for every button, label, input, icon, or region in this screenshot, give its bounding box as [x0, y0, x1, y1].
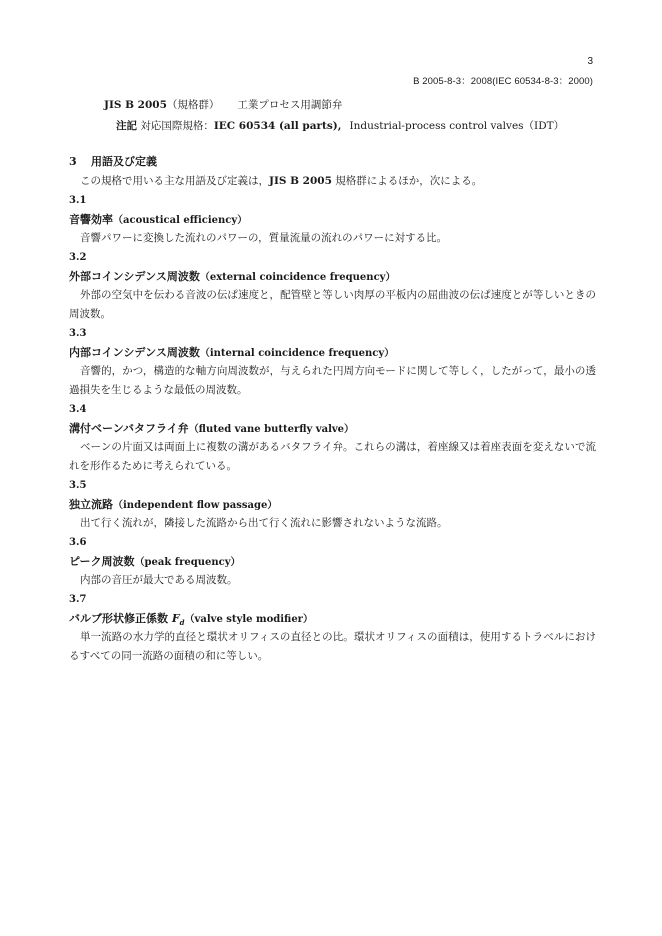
term-number: 3.1 — [69, 195, 87, 206]
term-title — [69, 210, 596, 229]
term-3-7 — [69, 590, 596, 666]
term-definition: 内部の音圧が最大である周波数。 — [80, 574, 238, 586]
term-title-ja: 内部コインシデンス周波数 — [69, 346, 200, 359]
term-definition: 外部の空気中を伝わる音波の伝ぱ速度と，配管壁と等しい肉厚の平板内の屈曲波の伝ぱ速度とが等しいときの周波数。 — [69, 289, 596, 320]
term-number: 3.3 — [69, 328, 87, 339]
referenced-standard-line — [104, 97, 342, 112]
term-definition: 単一流路の水力学的直径と環状オリフィスの直径との比。環状オリフィスの面積は，使用するトラベルにおけるすべての同一流路の面積の和に等しい。 — [69, 631, 596, 662]
term-definition: 音響的，かつ，構造的な軸方向周波数が，与えられた円周方向モードに関して等しく，したがって，最小の透過損失を生じるような最低の周波数。 — [69, 365, 596, 396]
term-title-en: （external coincidence frequency） — [199, 272, 396, 283]
term-3-1 — [69, 191, 596, 248]
term-title-ja: 溝付ベーンバタフライ弁 — [69, 422, 189, 435]
term-title-ja: 音響効率 — [69, 213, 113, 226]
term-number: 3.7 — [69, 594, 87, 605]
term-title — [69, 267, 596, 286]
term-title — [69, 495, 596, 514]
intro-standard-code: JIS B 2005 — [269, 175, 332, 187]
term-3-5 — [69, 476, 596, 533]
section-heading — [69, 152, 596, 172]
term-3-4 — [69, 400, 596, 476]
main-content — [69, 152, 596, 666]
note-prefix: 対応国際規格： — [140, 120, 214, 132]
symbol-subscript: d — [179, 618, 185, 628]
section-title: 用語及び定義 — [91, 155, 157, 168]
referenced-standard-title: 工業プロセス用調節弁 — [237, 99, 343, 111]
section-intro — [69, 172, 596, 191]
intro-text-pre: この規格で用いる主な用語及び定義は， — [80, 175, 269, 187]
term-title — [69, 552, 596, 571]
term-title-ja: 独立流路 — [69, 498, 113, 511]
note-description: Industrial-process control valves（IDT） — [349, 120, 565, 132]
symbol-main: F — [171, 612, 180, 625]
term-number: 3.4 — [69, 404, 87, 415]
referenced-standard-group: （規格群） — [166, 99, 220, 111]
term-definition: ベーンの片面又は両面上に複数の溝があるバタフライ弁。これらの溝は，着座線又は着座表面を変えないで流れを形作るために考えられている。 — [69, 441, 596, 472]
intro-text-post: 規格群によるほか，次による。 — [331, 175, 483, 187]
term-3-2 — [69, 248, 596, 324]
page-number: 3 — [587, 56, 593, 67]
term-title-en: （peak frequency） — [134, 557, 241, 568]
term-definition: 出て行く流れが，隣接した流路から出て行く流れに影響されないような流路。 — [80, 517, 448, 529]
document-id: B 2005-8-3：2008(IEC 60534-8-3：2000) — [413, 76, 593, 87]
term-definition: 音響パワーに変換した流れのパワーの，質量流量の流れのパワーに対する比。 — [80, 232, 448, 244]
note-standard: IEC 60534 (all parts), — [213, 120, 342, 132]
term-title-en: （internal coincidence frequency） — [199, 348, 395, 359]
section-number: 3 — [69, 155, 77, 168]
term-title-ja: バルブ形状修正係数 — [69, 612, 168, 625]
term-symbol — [171, 612, 185, 628]
term-title — [69, 609, 596, 628]
term-title-ja: 外部コインシデンス周波数 — [69, 270, 200, 283]
term-title — [69, 343, 596, 362]
term-title-en: （valve style modifier） — [184, 614, 313, 625]
term-number: 3.6 — [69, 537, 87, 548]
referenced-standard-code: JIS B 2005 — [104, 99, 167, 111]
term-title-en: （fluted vane butterfly valve） — [188, 424, 355, 435]
term-title-en: （independent flow passage） — [113, 500, 278, 511]
term-number: 3.2 — [69, 252, 87, 263]
term-title-en: （acoustical efficiency） — [113, 215, 248, 226]
corresponding-standard-note — [116, 118, 564, 133]
note-label: 注記 — [116, 120, 137, 132]
term-title — [69, 419, 596, 438]
term-3-6 — [69, 533, 596, 590]
term-number: 3.5 — [69, 480, 87, 491]
term-3-3 — [69, 324, 596, 400]
term-title-ja: ピーク周波数 — [69, 555, 135, 568]
